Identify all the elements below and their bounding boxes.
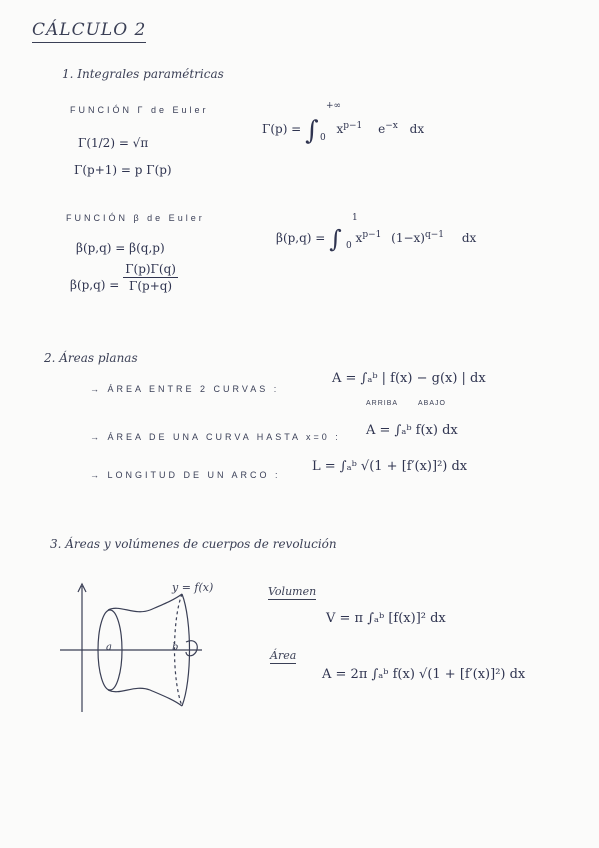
gamma-half-formula: Γ(1/2) = √π [78, 136, 149, 150]
arc-length-formula: L = ∫ₐᵇ √(1 + [f′(x)]²) dx [312, 459, 468, 474]
area-to-axis-label: → ÁREA DE UNA CURVA HASTA x=0 : [90, 432, 341, 442]
label-arriba: ARRIBA [366, 400, 399, 407]
section-2-heading: 2. Áreas planas [44, 351, 138, 365]
area-between-curves-formula: A = ∫ₐᵇ | f(x) − g(x) | dx [332, 371, 486, 386]
upper-curve [108, 594, 182, 612]
lower-limit: 0 [346, 241, 352, 251]
gamma-def-dx: dx [409, 122, 425, 136]
upper-limit: 1 [352, 213, 358, 223]
beta-rel-denominator: Γ(p+q) [129, 279, 173, 293]
volume-title: Volumen [268, 585, 317, 598]
section-3-heading: 3. Áreas y volúmenes de cuerpos de revolución [50, 537, 337, 551]
gamma-function-title: FUNCIÓN Γ de Euler [70, 105, 209, 115]
beta-symmetry-formula: β(p,q) = β(q,p) [76, 241, 165, 255]
beta-def-paren: (1−x) [391, 231, 425, 245]
area-between-curves-label: → ÁREA ENTRE 2 CURVAS : [90, 384, 280, 394]
section-1-heading: 1. Integrales paramétricas [62, 67, 224, 81]
gamma-def-exp2: −x [385, 121, 398, 131]
lower-curve [108, 688, 182, 706]
beta-gamma-relation [70, 263, 178, 292]
volume-formula: V = π ∫ₐᵇ [f(x)]² dx [326, 611, 446, 626]
figure-b-label: b [172, 642, 179, 653]
integral-sign: ∫ [305, 116, 319, 146]
figure-function-label: y = f(x) [172, 581, 214, 594]
area-to-axis-formula: A = ∫ₐᵇ f(x) dx [366, 423, 458, 438]
label-abajo: ABAJO [418, 400, 446, 407]
solid-of-revolution-figure [60, 580, 210, 720]
lower-limit: 0 [320, 133, 326, 143]
upper-limit: +∞ [326, 101, 342, 111]
beta-def-exp2: q−1 [425, 230, 445, 240]
beta-def-lhs: β(p,q) = [276, 231, 326, 245]
gamma-def-exp1: p−1 [343, 121, 363, 131]
beta-rel-numerator: Γ(p)Γ(q) [125, 262, 176, 276]
gamma-def-lhs: Γ(p) = [262, 122, 302, 136]
gamma-definition [262, 101, 425, 146]
integral-sign: ∫ [329, 225, 342, 253]
gamma-def-e: e [378, 122, 386, 136]
rotation-arrow [186, 641, 197, 656]
beta-rel-lhs: β(p,q) = [70, 278, 120, 292]
beta-def-dx: dx [461, 231, 477, 245]
gamma-recurrence-formula: Γ(p+1) = p Γ(p) [74, 163, 172, 177]
beta-def-x: x [355, 231, 363, 245]
beta-def-exp1: p−1 [362, 230, 382, 240]
area-title: Área [270, 649, 297, 662]
beta-definition [276, 213, 477, 253]
beta-rel-fraction [123, 263, 178, 292]
surface-area-formula: A = 2π ∫ₐᵇ f(x) √(1 + [f′(x)]²) dx [322, 667, 526, 682]
gamma-def-x: x [336, 122, 344, 136]
page-title: CÁLCULO 2 [32, 22, 146, 43]
arc-length-label: → LONGITUD DE UN ARCO : [90, 470, 281, 480]
figure-a-label: a [106, 642, 112, 653]
beta-function-title: FUNCIÓN β de Euler [66, 213, 205, 223]
